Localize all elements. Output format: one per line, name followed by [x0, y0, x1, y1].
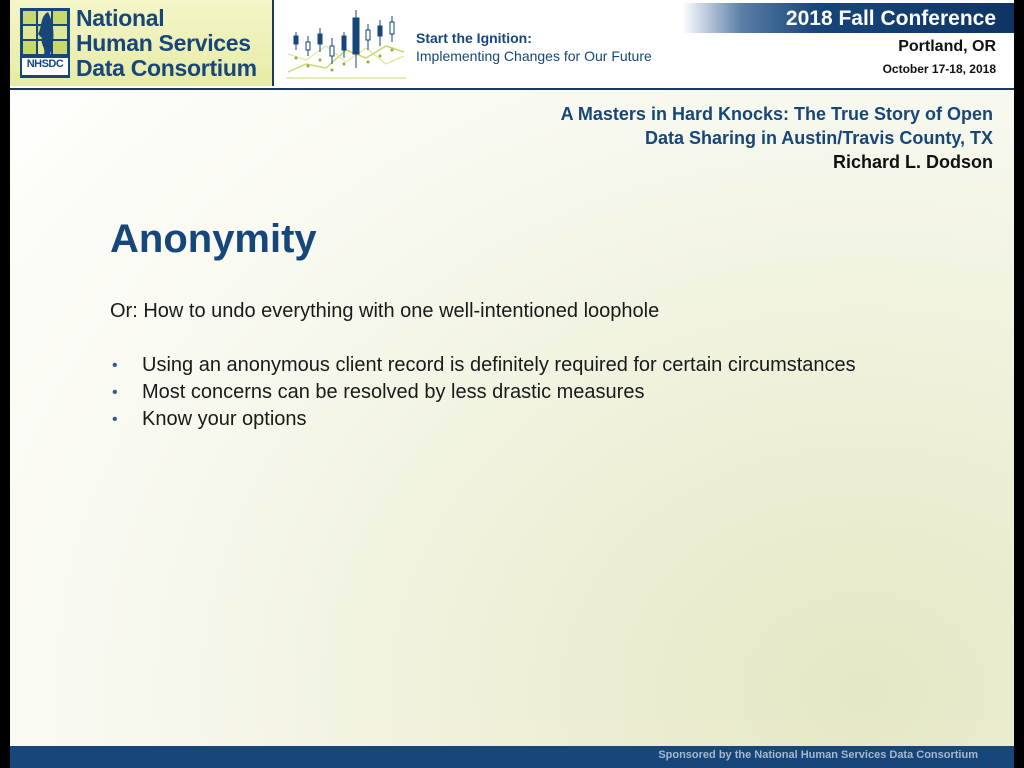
theme-line-2: Implementing Changes for Our Future: [416, 48, 652, 64]
bullet-text: Most concerns can be resolved by less drastic measures: [142, 381, 645, 403]
conference-dates: October 17-18, 2018: [882, 62, 996, 76]
conference-theme: [416, 29, 652, 65]
presentation-title-line-2: Data Sharing in Austin/Travis County, TX: [644, 128, 993, 148]
logo-line-2: Human Services: [76, 30, 251, 56]
logo-line-1: National: [76, 5, 165, 31]
candlestick-graphic-icon: [286, 6, 406, 82]
bullet-dot-icon: •: [112, 411, 118, 428]
bullet-item: [110, 352, 856, 379]
footer-sponsor-text: Sponsored by the National Human Services Data Consortium: [658, 749, 978, 761]
bullet-text: Using an anonymous client record is definitely required for certain circumstances: [142, 354, 856, 376]
logo-mark: NHSDC: [26, 58, 64, 70]
conference-banner: [682, 3, 1014, 33]
logo-line-3: Data Consortium: [76, 55, 257, 81]
logo-text: [76, 6, 270, 81]
conference-location: Portland, OR: [898, 38, 996, 55]
presentation-title-line-1: A Masters in Hard Knocks: The True Story of Open: [560, 104, 993, 124]
theme-line-1: Start the Ignition:: [416, 30, 532, 46]
bullet-list: [110, 352, 856, 433]
presentation-title-block: [561, 102, 993, 174]
bullet-item: [110, 379, 856, 406]
bullet-dot-icon: •: [112, 384, 118, 401]
slide-subtitle: Or: How to undo everything with one well-intentioned loophole: [110, 300, 660, 322]
bullet-dot-icon: •: [112, 357, 118, 374]
footer-bar: [10, 746, 1014, 768]
presentation-author: Richard L. Dodson: [832, 152, 993, 172]
slide: [10, 0, 1014, 768]
nhsdc-logo: [10, 0, 274, 86]
bullet-text: Know your options: [142, 408, 307, 430]
bullet-item: [110, 406, 856, 433]
slide-title: Anonymity: [110, 217, 317, 261]
conference-title: 2018 Fall Conference: [785, 7, 996, 30]
conference-header: [10, 0, 1014, 90]
